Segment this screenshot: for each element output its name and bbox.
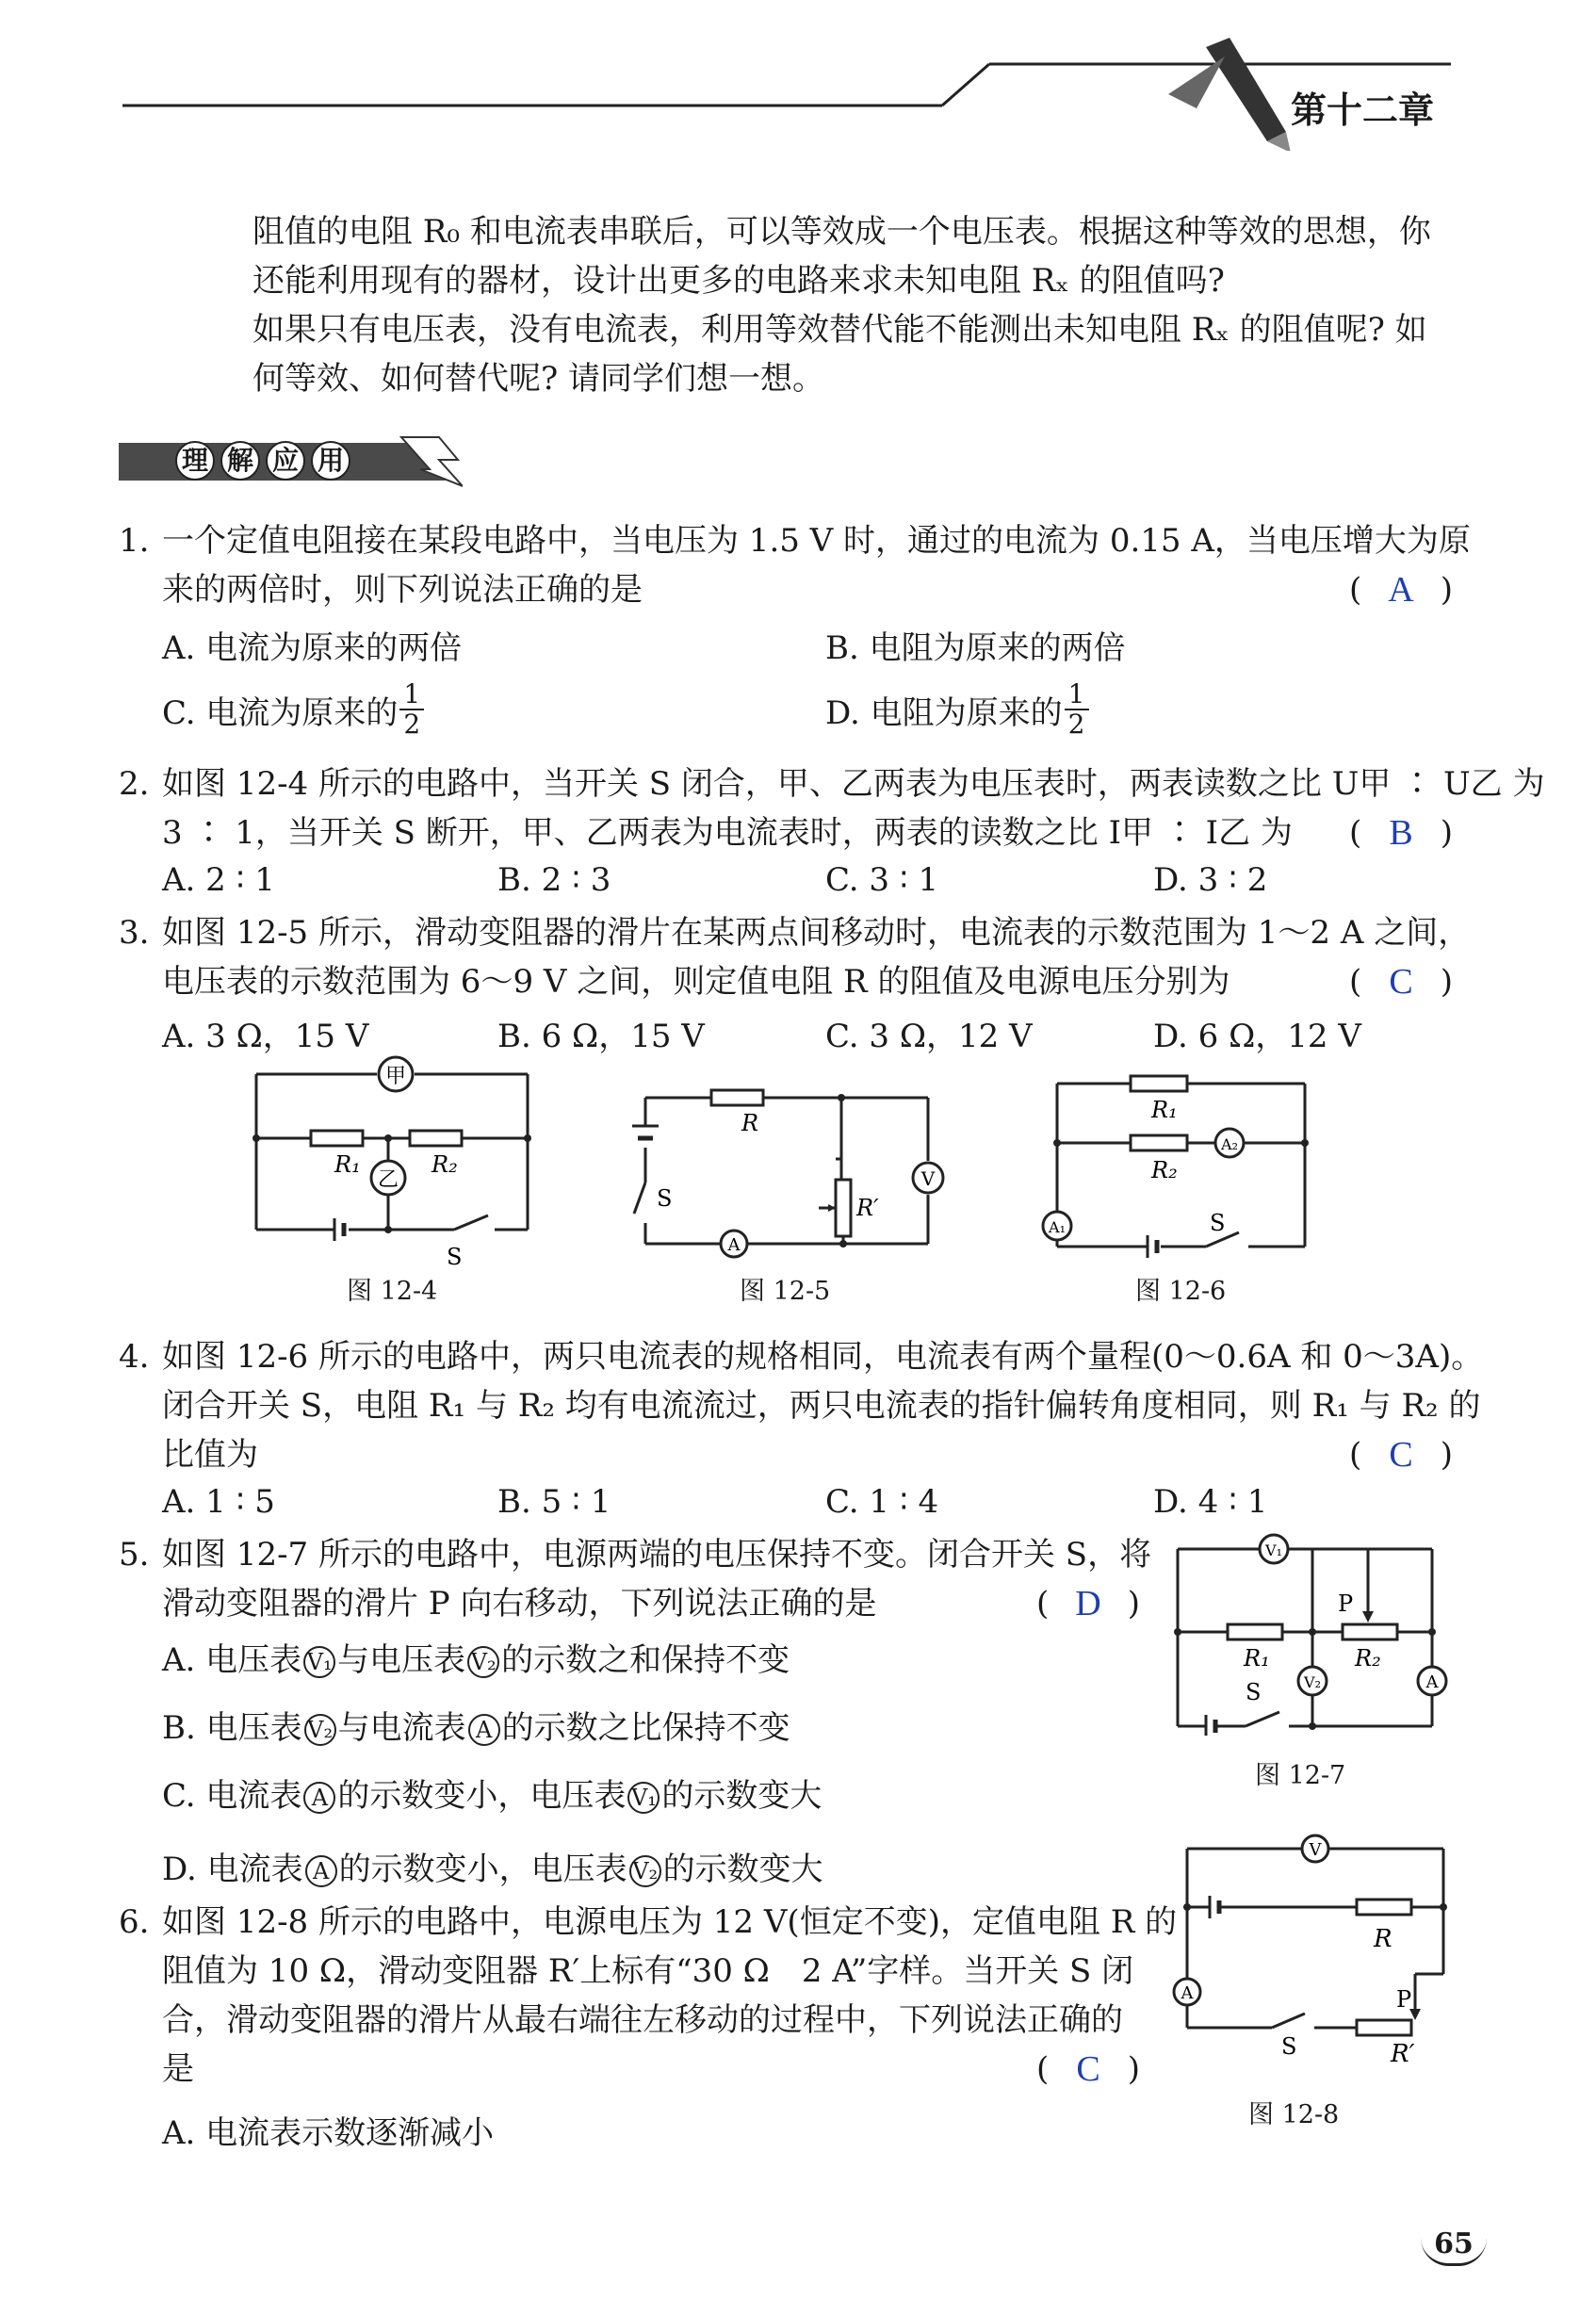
banner-char: 用	[311, 441, 350, 481]
fraction	[1065, 680, 1089, 739]
question-text: 闭合开关 S，电阻 R₁ 与 R₂ 均有电流流过，两只电流表的指针偏转角度相同，则 R₁ 与 R₂ 的	[162, 1387, 1481, 1425]
question-text: 电压表的示数范围为 6～9 V 之间，则定值电阻 R 的阻值及电源电压分别为	[162, 963, 1230, 1001]
answer: C	[1389, 1435, 1413, 1475]
option-c: C. 3 Ω，12 V	[825, 1018, 1033, 1055]
question-number: 6.	[119, 1903, 150, 1941]
option-c: C. 3 ∶ 1	[825, 861, 939, 899]
switch-label: S	[447, 1244, 463, 1270]
option-a: A. 电流为原来的两倍	[162, 629, 463, 667]
answer-box	[1349, 569, 1453, 611]
option-b	[162, 1702, 790, 1748]
resistor-label: R₁	[334, 1151, 361, 1178]
answer-box	[1349, 961, 1453, 1003]
option-c: C. 1 ∶ 4	[825, 1483, 939, 1521]
figure-12-4	[245, 1055, 546, 1272]
question-text: 阻值为 10 Ω，滑动变阻器 R′上标有“30 Ω 2 A”字样。当开关 S 闭	[162, 1952, 1134, 1990]
question-text: 合，滑动变阻器的滑片从最右端往左移动的过程中，下列说法正确的	[162, 2001, 1123, 2039]
option-b: B. 电阻为原来的两倍	[825, 629, 1126, 667]
meter-label: 乙	[377, 1168, 399, 1192]
question-number: 3.	[119, 914, 150, 952]
paren: )	[1127, 2050, 1140, 2088]
meter-label: V₁	[1265, 1541, 1282, 1559]
figure-12-7	[1168, 1528, 1470, 1736]
paren: )	[1440, 571, 1453, 609]
answer: D	[1075, 1584, 1101, 1623]
resistor-label: R₁	[1244, 1645, 1270, 1672]
answer: B	[1389, 813, 1413, 853]
section-banner	[119, 432, 463, 488]
question-number: 5.	[119, 1536, 150, 1574]
option-a: A. 1 ∶ 5	[162, 1483, 275, 1521]
option-c-text: C. 电流为原来的	[162, 693, 399, 732]
resistor-label: R₁	[1151, 1097, 1178, 1123]
fraction	[399, 680, 424, 739]
figure-caption: 图 12-6	[1135, 1277, 1227, 1306]
option-text: A. 电压表	[162, 1641, 302, 1679]
option-text: 与电压表	[337, 1641, 466, 1679]
ammeter-icon: A	[303, 1782, 335, 1814]
option-d	[825, 680, 1089, 739]
option-d-text: D. 电阻为原来的	[825, 693, 1063, 732]
option-d: D. 3 ∶ 2	[1153, 861, 1268, 899]
meter-label: A	[1425, 1672, 1439, 1692]
ammeter-icon: A	[305, 1855, 337, 1887]
question-text: 是	[162, 2050, 194, 2088]
page-number: 65	[1421, 2226, 1487, 2266]
paren: (	[1349, 1436, 1362, 1474]
paren: )	[1440, 814, 1453, 852]
question-text: 如图 12-5 所示，滑动变阻器的滑片在某两点间移动时，电流表的示数范围为 1～2 A 之间，	[162, 914, 1471, 952]
meter-label: A	[727, 1235, 741, 1255]
header-rule	[113, 19, 1479, 151]
question-text: 一个定值电阻接在某段电路中，当电压为 1.5 V 时，通过的电流为 0.15 A，当电压增大为原	[162, 522, 1471, 560]
figure-12-8	[1168, 1828, 1470, 2063]
voltmeter-icon: V₂	[629, 1855, 661, 1887]
switch-label: S	[1246, 1679, 1262, 1705]
option-d	[162, 1843, 823, 1889]
answer-box	[1036, 2048, 1140, 2090]
answer-box	[1349, 812, 1453, 854]
question-text: 比值为	[162, 1436, 258, 1474]
answer: C	[1389, 962, 1413, 1002]
meter-label: A	[1181, 1983, 1194, 2003]
voltmeter-icon: V₂	[304, 1714, 336, 1746]
banner-char: 解	[220, 441, 260, 481]
option-text: 与电流表	[337, 1709, 466, 1747]
question-number: 2.	[119, 765, 150, 803]
voltmeter-icon: V₁	[303, 1646, 335, 1678]
frac-den: 2	[1067, 709, 1085, 740]
option-d: D. 6 Ω，12 V	[1153, 1018, 1361, 1055]
option-a: A. 电流表示数逐渐减小	[162, 2114, 495, 2152]
paren: )	[1127, 1585, 1140, 1623]
question-number: 4.	[119, 1338, 150, 1376]
question-text: 滑动变阻器的滑片 P 向右移动，下列说法正确的是	[162, 1585, 877, 1623]
resistor-label: R₂	[1355, 1645, 1381, 1672]
answer-box	[1036, 1583, 1140, 1624]
switch-label: S	[1210, 1210, 1226, 1236]
option-text: D. 电流表	[162, 1851, 303, 1888]
paren: )	[1440, 1436, 1453, 1474]
ammeter-icon: A	[468, 1714, 500, 1746]
meter-label: V	[920, 1167, 936, 1190]
question-text: 如图 12-7 所示的电路中，电源两端的电压保持不变。闭合开关 S，将	[162, 1536, 1152, 1574]
figure-12-5	[617, 1074, 947, 1263]
figure-12-6	[1036, 1072, 1319, 1261]
paren: (	[1349, 814, 1362, 852]
resistor-label: R₂	[432, 1151, 458, 1178]
frac-num: 1	[399, 680, 424, 710]
question-text: 如图 12-6 所示的电路中，两只电流表的规格相同，电流表有两个量程(0～0.6A 和 0～3A)。	[162, 1338, 1484, 1376]
option-c	[162, 1770, 822, 1816]
option-a: A. 2 ∶ 1	[162, 861, 275, 899]
resistor-label: R₂	[1151, 1157, 1178, 1183]
meter-label: 甲	[384, 1065, 407, 1088]
option-text: 的示数之和保持不变	[501, 1641, 790, 1679]
figure-caption: 图 12-5	[740, 1277, 831, 1306]
option-text: 的示数变小，电压表	[338, 1851, 627, 1888]
switch-label: S	[657, 1185, 673, 1212]
option-b: B. 5 ∶ 1	[497, 1483, 611, 1521]
question-number: 1.	[119, 522, 150, 560]
figure-caption: 图 12-8	[1248, 2100, 1340, 2129]
paren: (	[1349, 571, 1362, 609]
intro-line: 阻值的电阻 R₀ 和电流表串联后，可以等效成一个电压表。根据这种等效的思想，你	[252, 213, 1431, 251]
intro-line: 还能利用现有的器材，设计出更多的电路来求未知电阻 Rₓ 的阻值吗?	[252, 262, 1225, 300]
option-b: B. 6 Ω，15 V	[497, 1018, 705, 1055]
meter-label: A₂	[1221, 1135, 1238, 1153]
voltmeter-icon: V₁	[627, 1782, 660, 1814]
meter-label: V₂	[1304, 1673, 1321, 1691]
chapter-title: 第十二章	[1291, 89, 1435, 131]
option-text: C. 电流表	[162, 1777, 302, 1815]
figure-caption: 图 12-7	[1255, 1761, 1346, 1790]
answer-box	[1349, 1434, 1453, 1476]
meter-label: A₁	[1049, 1218, 1066, 1236]
paren: (	[1036, 1585, 1050, 1623]
option-text: 的示数变大	[661, 1777, 822, 1815]
paren: )	[1440, 963, 1453, 1001]
resistor-label: R	[741, 1110, 759, 1136]
option-b: B. 2 ∶ 3	[497, 861, 611, 899]
resistor-label: R	[1374, 1925, 1392, 1953]
pencil-icon	[1168, 38, 1291, 151]
question-text: 来的两倍时，则下列说法正确的是	[162, 571, 643, 609]
intro-line: 何等效、如何替代呢? 请同学们想一想。	[252, 360, 825, 398]
frac-den: 2	[403, 709, 421, 740]
slider-label: P	[1338, 1590, 1354, 1617]
answer: C	[1076, 2049, 1100, 2089]
paren: (	[1349, 963, 1362, 1001]
frac-num: 1	[1065, 680, 1089, 710]
banner-char: 理	[175, 441, 215, 481]
slider-label: P	[1396, 1986, 1412, 2013]
voltmeter-icon: V₂	[467, 1646, 499, 1678]
intro-line: 如果只有电压表，没有电流表，利用等效替代能不能测出未知电阻 Rₓ 的阻值呢? 如	[252, 311, 1427, 349]
option-a: A. 3 Ω，15 V	[162, 1018, 369, 1055]
question-text: 如图 12-4 所示的电路中，当开关 S 闭合，甲、乙两表为电压表时，两表读数之比 U甲 ∶ U乙 为	[162, 765, 1545, 803]
figure-caption: 图 12-4	[347, 1277, 438, 1306]
meter-label: V	[1309, 1840, 1322, 1860]
option-text: 的示数之比保持不变	[501, 1709, 790, 1747]
switch-label: S	[1281, 2033, 1297, 2060]
banner-char: 应	[266, 441, 305, 481]
option-text: B. 电压表	[162, 1709, 302, 1747]
answer: A	[1388, 570, 1414, 610]
question-text: 3 ∶ 1，当开关 S 断开，甲、乙两表为电流表时，两表的读数之比 I甲 ∶ I乙 为	[162, 814, 1293, 852]
rheostat-label: R′	[856, 1195, 879, 1221]
paren: (	[1036, 2050, 1050, 2088]
rheostat-label: R′	[1391, 2040, 1415, 2063]
question-text: 如图 12-8 所示的电路中，电源电压为 12 V(恒定不变)，定值电阻 R 的	[162, 1903, 1178, 1941]
option-c	[162, 680, 424, 739]
option-text: 的示数变小，电压表	[337, 1777, 627, 1815]
option-a	[162, 1634, 790, 1680]
option-d: D. 4 ∶ 1	[1153, 1483, 1268, 1521]
option-text: 的示数变大	[662, 1851, 823, 1888]
